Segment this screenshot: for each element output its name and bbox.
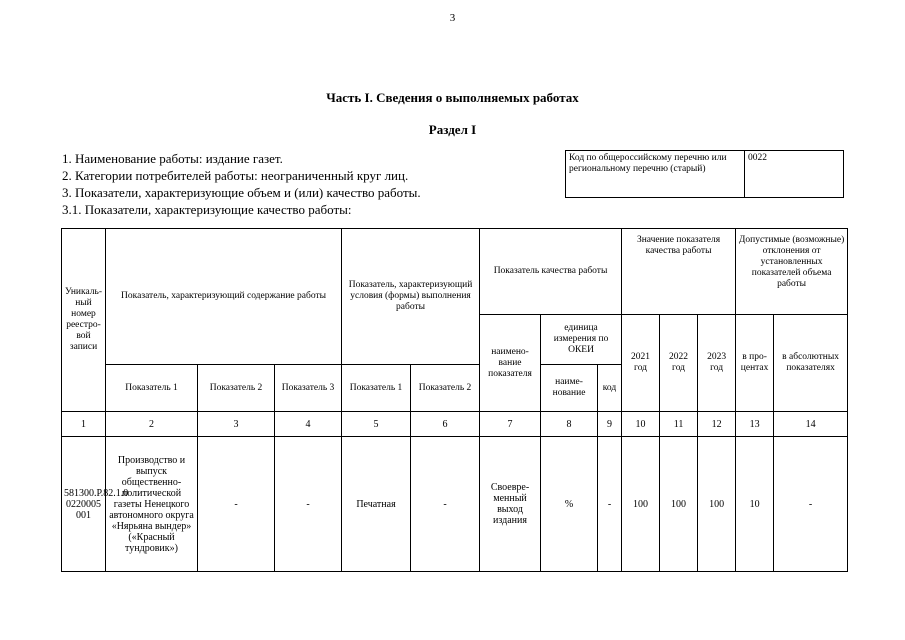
header-conditions-1: Показатель 1 [342,365,411,412]
column-number: 3 [198,412,275,437]
header-content-2: Показатель 2 [198,365,275,412]
part-title: Часть I. Сведения о выполняемых работах [326,90,579,105]
column-number: 11 [660,412,698,437]
column-number: 4 [275,412,342,437]
column-number: 7 [480,412,541,437]
deviation-absolute-value: - [774,437,848,572]
column-number: 8 [541,412,598,437]
header-deviation: Допустимые (возможные) отклонения от установленных показателей объема работы [736,229,848,315]
header-year-2022: 2022 год [660,315,698,412]
header-okei-name: наиме-нование [541,365,598,412]
column-number: 1 [62,412,106,437]
conditions-2-value: - [411,437,480,572]
header-content-1: Показатель 1 [106,365,198,412]
header-conditions-2: Показатель 2 [411,365,480,412]
header-okei-unit: единица измерения по ОКЕИ [541,315,622,365]
header-unique-number: Уникаль-ный номер реестро-вой записи [62,229,106,412]
column-number: 13 [736,412,774,437]
header-year-2023: 2023 год [698,315,736,412]
content-3-value: - [275,437,342,572]
info-line: 3.1. Показатели, характеризующие качество работы: [62,202,352,217]
info-line: 1. Наименование работы: издание газет. [62,151,283,166]
column-number: 6 [411,412,480,437]
unit-name-value: % [541,437,598,572]
page-number: 3 [449,12,456,24]
indicator-name-value: Своевре-менный выход издания [480,437,541,572]
section-title: Раздел I [428,122,477,137]
header-content-3: Показатель 3 [275,365,342,412]
column-number: 14 [774,412,848,437]
column-number: 9 [598,412,622,437]
column-number: 12 [698,412,736,437]
header-content-indicator: Показатель, характеризующий содержание работы [106,229,342,365]
header-in-percent: в про-центах [736,315,774,412]
content-2-value: - [198,437,275,572]
code-label: Код по общероссийскому перечню или региональному перечню (старый) [566,151,745,198]
value-2023: 100 [698,437,736,572]
deviation-percent-value: 10 [736,437,774,572]
code-box [565,150,844,198]
work-info [62,150,421,218]
header-okei-code: код [598,365,622,412]
header-in-absolute: в абсолютных показателях [774,315,848,412]
conditions-1-value: Печатная [342,437,411,572]
column-number: 10 [622,412,660,437]
unit-code-value: - [598,437,622,572]
header-conditions-indicator: Показатель, характеризующий условия (формы) выполнения работы [342,229,480,365]
info-line: 3. Показатели, характеризующие объем и (или) качество работы. [62,185,421,200]
header-year-2021: 2021 год [622,315,660,412]
header-quality-indicator: Показатель качества работы [480,229,622,315]
column-number-row [62,412,848,437]
table-row [62,437,848,572]
quality-table [61,228,848,572]
code-value: 0022 [745,151,844,198]
info-line: 2. Категории потребителей работы: неограниченный круг лиц. [62,168,409,183]
value-2022: 100 [660,437,698,572]
registry-number: 581300.Р.82.1.0 0220005 001 [62,437,106,572]
content-1-value: Производство и выпуск общественно-политической газеты Ненецкого автономного округа «Нярьяна вындер» («Красный тундровик») [106,437,198,572]
header-quality-value: Значение показателя качества работы [622,229,736,315]
column-number: 5 [342,412,411,437]
column-number: 2 [106,412,198,437]
value-2021: 100 [622,437,660,572]
header-indicator-name: наимено-вание показателя [480,315,541,412]
